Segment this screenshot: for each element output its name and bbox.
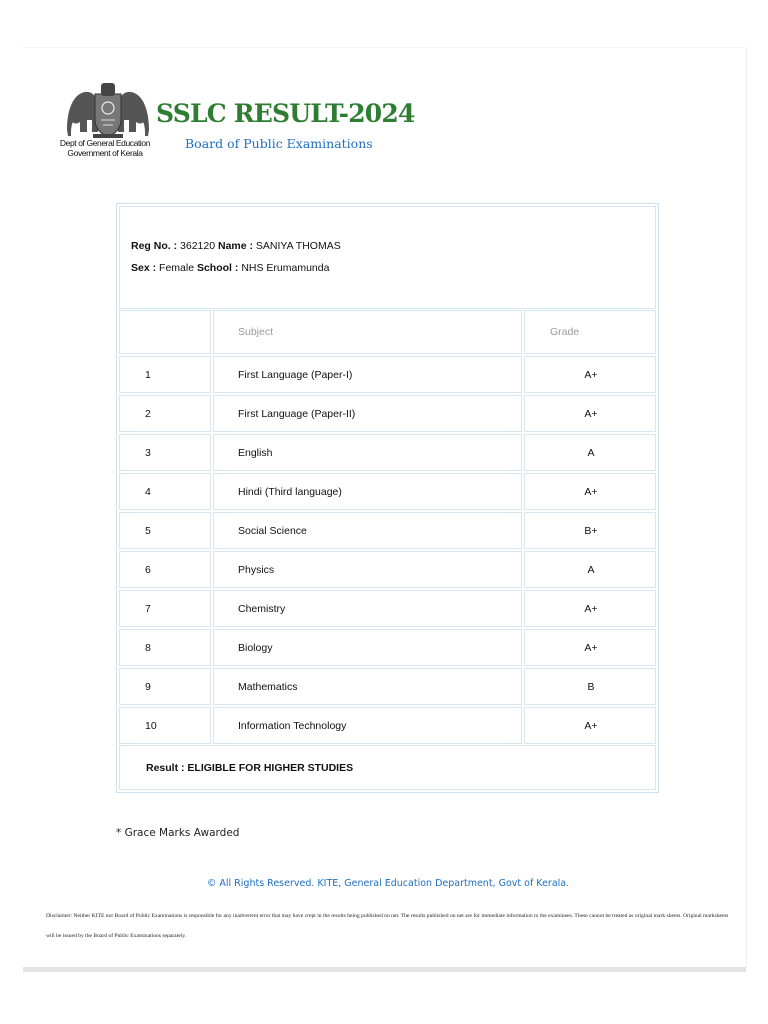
name-value: SANIYA THOMAS [255,240,341,252]
sex-label: Sex : [131,262,157,274]
row-grade: B+ [524,512,656,549]
grace-marks-note: * Grace Marks Awarded [116,827,240,839]
result-status: Result : ELIGIBLE FOR HIGHER STUDIES [119,745,656,790]
table-row [119,512,656,549]
page-bottom-bar [23,967,746,972]
student-info-line-1 [131,240,341,252]
row-subject: Physics [213,551,522,588]
row-grade: B [524,668,656,705]
department-name [50,139,160,158]
table-row [119,551,656,588]
student-info-line-2 [131,262,329,274]
row-subject: First Language (Paper-II) [213,395,522,432]
table-row [119,395,656,432]
disclaimer-text: Disclaimer: Neither KITE nor Board of Public Examinations is responsible for any inadvertent error that may have crept in the results being published on net. The results published on net are for immediate information to the examinees. These cannot be treated as original mark sheets. Original marksheets will be issued by the Board of Public Examinations separately. [46,913,729,939]
row-number: 10 [119,707,211,744]
name-label: Name : [217,240,253,252]
school-value: NHS Erumamunda [241,262,330,274]
table-row [119,434,656,471]
row-number: 8 [119,629,211,666]
row-subject: English [213,434,522,471]
row-grade: A+ [524,356,656,393]
row-subject: Mathematics [213,668,522,705]
row-subject: First Language (Paper-I) [213,356,522,393]
table-row [119,668,656,705]
row-grade: A+ [524,590,656,627]
row-number: 2 [119,395,211,432]
row-grade: A+ [524,395,656,432]
row-grade: A [524,434,656,471]
row-subject: Information Technology [213,707,522,744]
row-number: 9 [119,668,211,705]
row-grade: A+ [524,629,656,666]
row-number: 6 [119,551,211,588]
department-line-1: Dept of General Education [59,138,151,148]
page-title: SSLC RESULT-2024 [156,99,415,128]
table-header-row [119,310,656,354]
row-number: 7 [119,590,211,627]
header-subject: Subject [213,310,522,354]
reg-no-value: 362120 [180,240,216,252]
sex-value: Female [159,262,195,274]
department-line-2: Government of Kerala [67,147,143,158]
header [50,80,415,172]
table-row [119,629,656,666]
row-number: 1 [119,356,211,393]
row-subject: Hindi (Third language) [213,473,522,510]
table-row [119,590,656,627]
row-number: 5 [119,512,211,549]
row-number: 4 [119,473,211,510]
row-subject: Biology [213,629,522,666]
header-grade: Grade [524,310,656,354]
row-subject: Social Science [213,512,522,549]
table-row [119,707,656,744]
header-number [119,310,211,354]
table-row [119,356,656,393]
row-grade: A+ [524,707,656,744]
copyright-notice: © All Rights Reserved. KITE, General Education Department, Govt of Kerala. [206,878,570,889]
row-grade: A [524,551,656,588]
row-number: 3 [119,434,211,471]
row-grade: A+ [524,473,656,510]
reg-no-label: Reg No. : [131,240,178,252]
kerala-emblem-icon [65,80,151,140]
school-label: School : [196,262,239,274]
student-info [119,206,656,309]
page-subtitle: Board of Public Examinations [185,136,373,151]
table-row [119,473,656,510]
row-subject: Chemistry [213,590,522,627]
